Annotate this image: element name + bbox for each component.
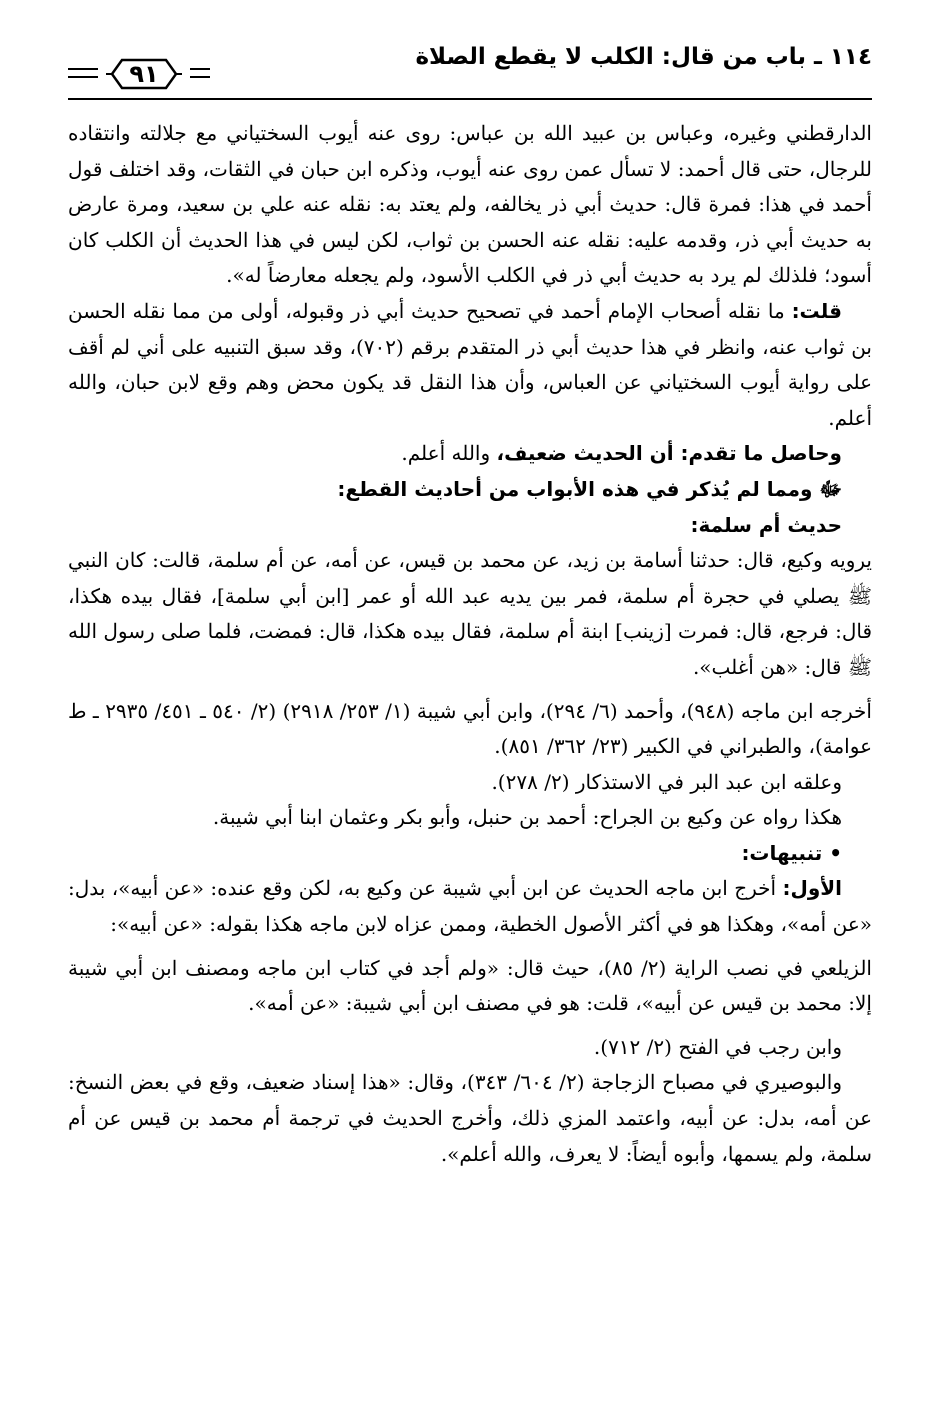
header-rule: [68, 68, 98, 78]
paragraph-text: الدارقطني وغيره، وعباس بن عبيد الله بن عباس: روى عنه أيوب السختياني مع جلالته وانتقاده للرجال، حتى قال أحمد: لا تسأل عمن روى عنه أيوب، وذكره ابن حبان في الثقات، وقد اختلف قول أحمد في هذا: فمرة قال: حديث أبي ذر يخالفه، ولم يعتد به: نقله عنه علي بن سعيد، ومرة عارض به حديث أبي ذر، وقدمه عليه: نقله عنه الحسن بن ثواب، لكن ليس في هذا الحديث أن الكلب كان أسود؛ فلذلك لم يرد به حديث أبي ذر في الكلب الأسود، ولم يجعله معارضاً له».: [68, 121, 872, 288]
paragraph-text: وعلقه ابن عبد البر في الاستذكار (٢/ ٢٧٨).: [491, 769, 842, 794]
subsection-heading: [68, 508, 872, 544]
running-title: ١١٤ ـ باب من قال: الكلب لا يقطع الصلاة: [415, 44, 872, 70]
paragraph-note: [68, 1030, 872, 1066]
heading-text: • تنبيهات:: [741, 840, 842, 865]
paragraph-text: والله أعلم.: [401, 441, 497, 466]
heading-text: ﷻ ومما لم يُذكر في هذه الأبواب من أحاديث القطع:: [337, 476, 842, 501]
paragraph-text: ما نقله أصحاب الإمام أحمد في تصحيح حديث أبي ذر وقبوله، أولى من مما نقله الحسن بن ثواب عنه، وانظر في هذا حديث أبي ذر المتقدم برقم (٧٠٢)، وقد سبق التنبيه على أني لم أقف على رواية أيوب السختياني عن العباس، وأن هذا النقل قد يكون محض وهم وقع لابن حبان، والله أعلم.: [68, 298, 872, 430]
page-header: [68, 38, 872, 100]
paragraph-takhrij: [68, 765, 872, 801]
paragraph-text: يرويه وكيع، قال: حدثنا أسامة بن زيد، عن محمد بن قيس، عن أمه، عن أم سلمة، قالت: كان النبي ﷺ يصلي في حجرة أم سلمة، فمر بين يديه عبد الله أو عمر [ابن أبي سلمة]، فقال بيده هكذا، قال: فرجع، قال: فمرت [زينب] ابنة أم سلمة، فقال بيده هكذا، قال: فمضت، فلما صلى رسول الله ﷺ قال: «هن أغلب».: [68, 548, 872, 679]
paragraph-comment: [68, 294, 872, 436]
paragraph-continuation: [68, 116, 872, 294]
paragraph-text: والبوصيري في مصباح الزجاجة (٢/ ٦٠٤/ ٣٤٣)، وقال: «هذا إسناد ضعيف، وقع في بعض النسخ: عن أمه، بدل: عن أبيه، واعتمد المزي ذلك، وأخرج الحديث في ترجمة أم محمد بن قيس عن أم سلمة، ولم يسمها، وأبوه أيضاً: لا يعرف، والله أعلم».: [68, 1070, 872, 1166]
paragraph-text: أخرجه ابن ماجه (٩٤٨)، وأحمد (٦/ ٢٩٤)، وابن أبي شيبة (١/ ٢٥٣/ ٢٩١٨) (٢/ ٥٤٠ ـ ٤٥١/ ٢٩٣٥ ـ ط عوامة)، والطبراني في الكبير (٢٣/ ٣٦٢/ ٨٥١).: [68, 698, 872, 759]
section-heading: [68, 472, 872, 508]
paragraph-note: [68, 871, 872, 942]
paragraph-hadith: [68, 543, 872, 685]
paragraph-takhrij: [68, 694, 872, 765]
paragraph-text: الزيلعي في نصب الراية (٢/ ٨٥)، حيث قال: «ولم أجد في كتاب ابن ماجه ومصنف ابن أبي شيبة إلا: محمد بن قيس عن أبيه»، قلت: هو في مصنف ابن أبي شيبة: «عن أمه».: [68, 955, 872, 1016]
paragraph-conclusion: [68, 436, 872, 472]
paragraph-text: هكذا رواه عن وكيع بن الجراح: أحمد بن حنبل، وأبو بكر وعثمان ابنا أبي شيبة.: [212, 805, 842, 830]
paragraph-lead: قلت:: [791, 298, 842, 323]
page-number-ornament: [104, 54, 184, 94]
book-page: [68, 38, 872, 1378]
paragraph-lead: وحاصل ما تقدم: أن الحديث ضعيف،: [496, 441, 842, 466]
page-body: [68, 116, 872, 1172]
paragraph-text: أخرج ابن ماجه الحديث عن ابن أبي شيبة عن وكيع به، لكن وقع عنده: «عن أبيه»، بدل: «عن أمه»، وهكذا هو في أكثر الأصول الخطية، وممن عزاه لابن ماجه هكذا بقوله: «عن أبيه»:: [68, 876, 872, 937]
paragraph-note: [68, 951, 872, 1022]
paragraph-lead: الأول:: [782, 876, 842, 901]
header-rule: [190, 68, 210, 78]
paragraph-note: [68, 1065, 872, 1172]
page-number: ٩١: [129, 60, 159, 88]
paragraph-text: وابن رجب في الفتح (٢/ ٧١٢).: [593, 1034, 842, 1059]
paragraph-takhrij: [68, 800, 872, 836]
heading-text: حديث أم سلمة:: [690, 512, 842, 537]
notes-heading: [68, 836, 872, 872]
